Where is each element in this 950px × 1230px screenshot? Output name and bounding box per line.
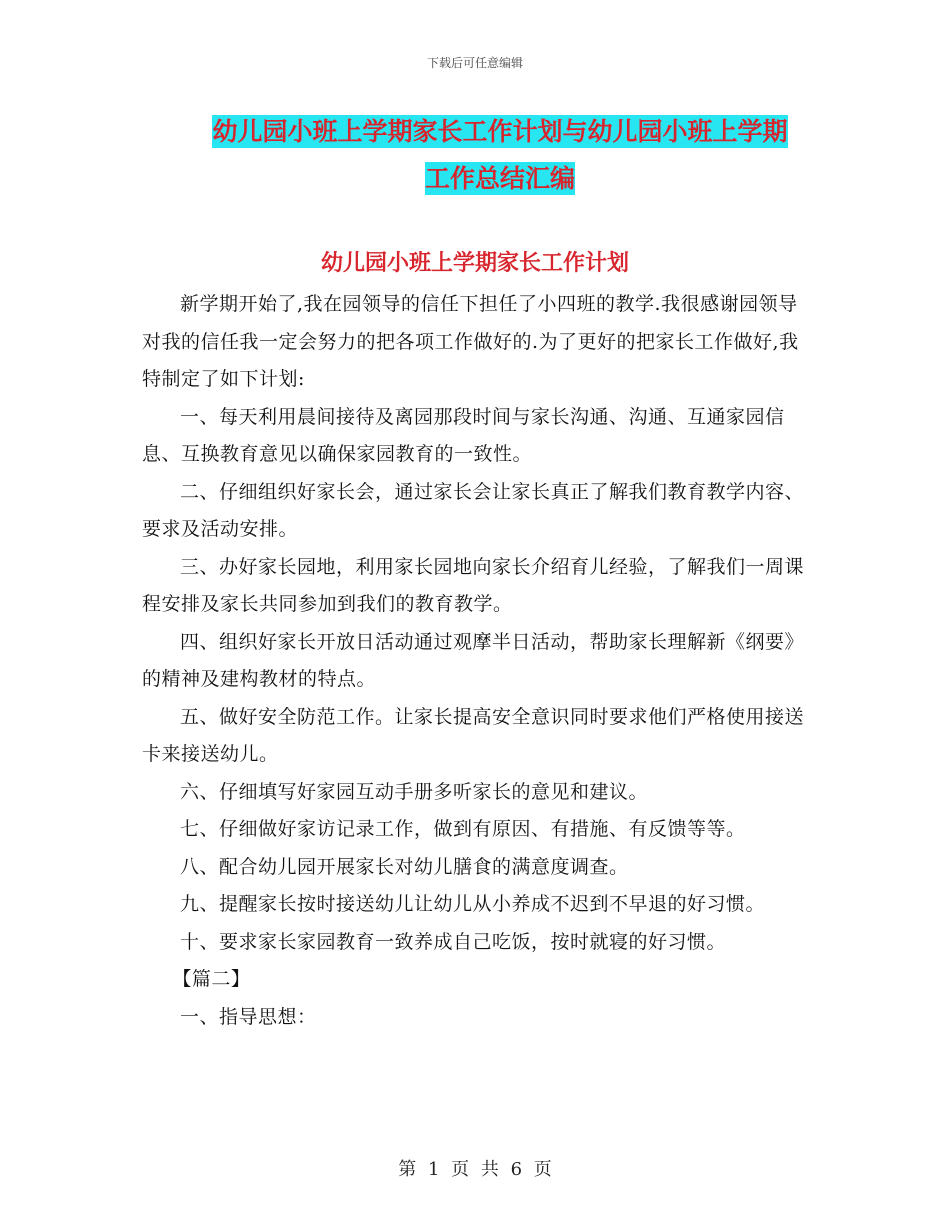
- paragraph-item-2: 二、仔细组织好家长会，通过家长会让家长真正了解我们教育教学内容、要求及活动安排。: [142, 480, 805, 540]
- paragraph-item-4: 四、组织好家长开放日活动通过观摩半日活动，帮助家长理解新《纲要》的精神及建构教材的特点。: [142, 630, 805, 690]
- document-title-line-2: 工作总结汇编: [424, 164, 575, 193]
- paragraph-item-7: 七、仔细做好家访记录工作，做到有原因、有措施、有反馈等等。: [180, 818, 746, 840]
- page-footer: 第 1 页 共 6 页: [398, 1159, 552, 1180]
- document-title-line-1: 幼儿园小班上学期家长工作计划与幼儿园小班上学期: [212, 117, 788, 146]
- paragraph-item-5: 五、做好安全防范工作。让家长提高安全意识同时要求他们严格使用接送卡来接送幼儿。: [142, 705, 805, 765]
- paragraph-item-6: 六、仔细填写好家园互动手册多听家长的意见和建议。: [180, 780, 649, 803]
- paragraph-guiding-heading: 一、指导思想：: [180, 1005, 317, 1028]
- paragraph-item-1: 一、每天利用晨间接待及离园那段时间与家长沟通、沟通、互通家园信息、互换教育意见以确保家园教育的一致性。: [142, 405, 785, 465]
- paragraph-item-8: 八、配合幼儿园开展家长对幼儿膳食的满意度调查。: [180, 855, 629, 878]
- document-body: [142, 286, 804, 1036]
- paragraph-intro: 新学期开始了,我在园领导的信任下担任了小四班的教学.我很感谢园领导对我的信任我一定会努力的把各项工作做好的.为了更好的把家长工作做好,我特制定了如下计划:: [142, 293, 799, 390]
- paragraph-item-10: 十、要求家长家园教育一致养成自己吃饭，按时就寝的好习惯。: [180, 930, 727, 953]
- header-note: 下载后可任意编辑: [426, 56, 523, 70]
- paragraph-item-9: 九、提醒家长按时接送幼儿让幼儿从小养成不迟到不早退的好习惯。: [180, 893, 766, 915]
- section-marker: 【篇二】: [172, 968, 251, 990]
- section-title: 幼儿园小班上学期家长工作计划: [320, 251, 629, 276]
- paragraph-item-3: 三、办好家长园地，利用家长园地向家长介绍育儿经验，了解我们一周课程安排及家长共同参加到我们的教育教学。: [142, 555, 805, 615]
- document-title: [120, 108, 880, 202]
